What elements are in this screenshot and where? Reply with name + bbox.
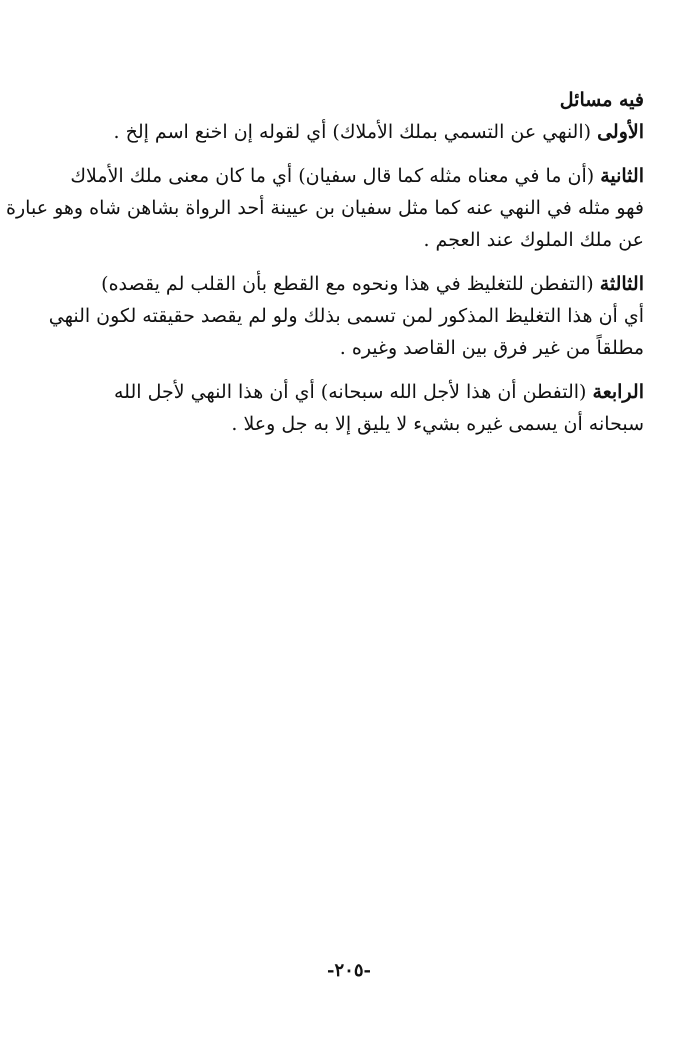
paragraph-gap — [88, 364, 644, 376]
issue-4-line-2: سبحانه أن يسمى غيره بشيء لا يليق إلا به جل وعلا . — [231, 413, 644, 435]
issue-2-text-1: (أن ما في معناه مثله كما قال سفيان) أي ما كان معنى ملك الأملاك — [70, 165, 601, 187]
issue-1-heading: الأولى — [597, 121, 644, 143]
issue-3-line-1 — [88, 268, 644, 300]
issue-3-heading: الثالثة — [599, 273, 644, 295]
issue-2-line-2: فهو مثله في النهي عنه كما مثل سفيان بن عيينة أحد الرواة بشاهن شاه وهو عبارة — [6, 197, 644, 219]
issues-intro-heading: فيه مسائل — [559, 89, 644, 111]
paragraph-gap — [88, 148, 644, 160]
issue-1-text-1: (النهي عن التسمي بملك الأملاك) أي لقوله إن اخنع اسم إلخ . — [113, 121, 598, 143]
issue-2-line-1 — [70, 160, 644, 192]
issue-2-heading: الثانية — [600, 165, 644, 187]
text-body — [6, 84, 644, 440]
issue-3-line-3: مطلقاً من غير فرق بين القاصد وغيره . — [339, 337, 644, 359]
issue-3-line-2: أي أن هذا التغليظ المذكور لمن تسمى بذلك ولو لم يقصد حقيقته لكون النهي — [48, 305, 644, 327]
issue-1 — [88, 116, 644, 148]
paragraph-gap — [88, 256, 644, 268]
issue-1-line-1 — [88, 116, 644, 148]
issue-2 — [6, 160, 644, 256]
issue-4-line-1 — [88, 376, 644, 408]
issue-3-text-1: (التفطن للتغليظ في هذا ونحوه مع القطع بأن القلب لم يقصده) — [101, 273, 600, 295]
issue-4 — [88, 376, 644, 440]
issue-4-heading: الرابعة — [592, 381, 644, 403]
issue-2-line-3: عن ملك الملوك عند العجم . — [423, 229, 644, 251]
issue-4-text-1: (التفطن أن هذا لأجل الله سبحانه) أي أن هذا النهي لأجل الله — [113, 381, 593, 403]
issue-3 — [48, 268, 644, 364]
page-number: -٢٠٥- — [327, 960, 371, 981]
